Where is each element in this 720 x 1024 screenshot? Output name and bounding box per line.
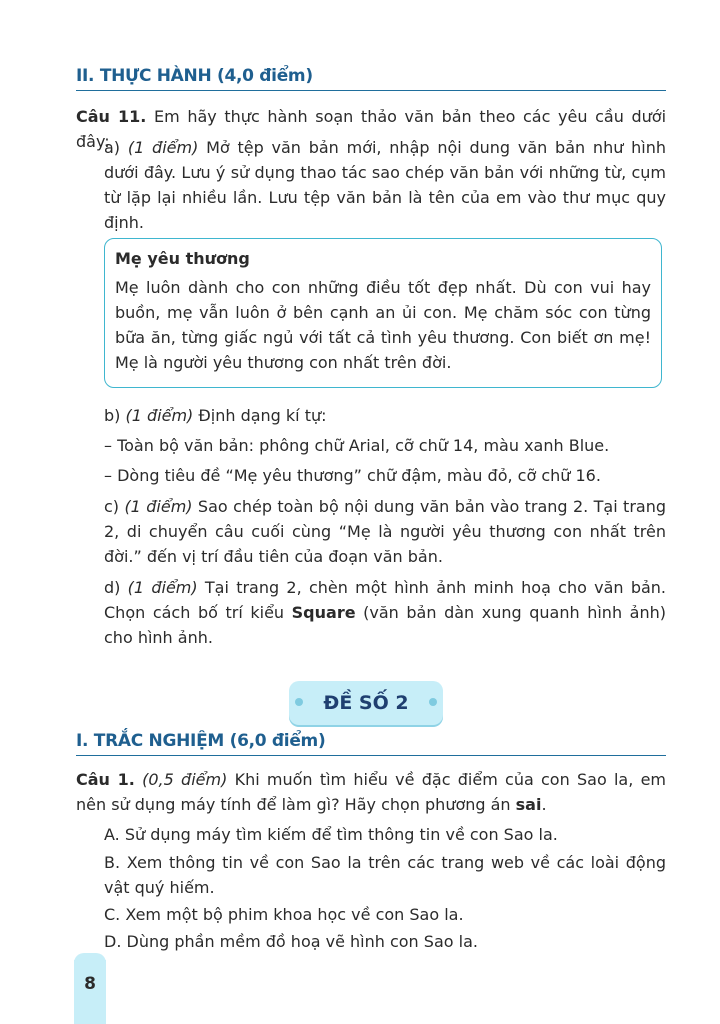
part-c-text: Sao chép toàn bộ nội dung văn bản vào trang 2. Tại trang 2, di chuyển câu cuối cùng “Mẹ là người yêu thương con nhất trên đời.” đến vị trí đầu tiên của đoạn văn bản. [104, 497, 667, 566]
question-11-part-a [104, 135, 666, 235]
part-d-text-2: (văn bản dàn xung quanh hình ảnh) cho hình ảnh. [104, 603, 666, 647]
question-11-text: Em hãy thực hành soạn thảo văn bản theo các yêu cầu dưới đây: [76, 107, 667, 151]
sample-text-body: Mẹ luôn dành cho con những điều tốt đẹp nhất. Dù con vui hay buồn, mẹ vẫn luôn ở bên cạnh an ủi con. Mẹ chăm sóc con từng bữa ăn, từng giấc ngủ với tất cả tình yêu thương. Con biết ơn mẹ! Mẹ là người yêu thương con nhất trên đời. [115, 278, 651, 372]
part-d-text-1: Tại trang 2, chèn một hình ảnh minh hoạ cho văn bản. Chọn cách bố trí kiểu [104, 578, 667, 622]
part-d-prefix: d) [104, 578, 128, 597]
section-heading-practice: II. THỰC HÀNH (4,0 điểm) [76, 66, 666, 91]
part-c-prefix: c) [104, 497, 125, 516]
question-1-label: Câu 1. [76, 770, 135, 789]
exam-number-label: ĐỀ SỐ 2 [323, 692, 409, 714]
option-b: B. Xem thông tin về con Sao la trên các trang web về các loài động vật quý hiếm. [104, 853, 666, 897]
part-b-dash-1: – Toàn bộ văn bản: phông chữ Arial, cỡ chữ 14, màu xanh Blue. [104, 436, 610, 455]
exam-number-badge [289, 681, 443, 725]
part-c-points: (1 điểm) [124, 497, 193, 516]
section-heading-multiple-choice: I. TRẮC NGHIỆM (6,0 điểm) [76, 731, 666, 756]
page-number: 8 [84, 974, 96, 994]
question-1-text-1: Khi muốn tìm hiểu về đặc điểm của con Sao la, em nên sử dụng máy tính để làm gì? Hãy chọn phương án [76, 770, 666, 814]
question-11-label: Câu 11. [76, 107, 147, 126]
part-d-bold: Square [291, 603, 356, 622]
question-11-part-c [104, 494, 666, 569]
question-11-part-b [104, 403, 666, 428]
part-a-text: Mở tệp văn bản mới, nhập nội dung văn bản như hình dưới đây. Lưu ý sử dụng thao tác sao chép văn bản với những từ, cụm từ lặp lại nhiều lần. Lưu tệp văn bản là tên của em vào thư mục quy định. [104, 138, 666, 232]
question-1 [76, 767, 666, 817]
question-11-part-d [104, 575, 666, 650]
sample-text-title: Mẹ yêu thương [115, 249, 250, 268]
part-b-prefix: b) [104, 406, 126, 425]
option-d: D. Dùng phần mềm đồ hoạ vẽ hình con Sao la. [104, 932, 478, 951]
sample-text-box [104, 238, 662, 388]
question-1-bold: sai [515, 795, 542, 814]
part-b-points: (1 điểm) [125, 406, 194, 425]
part-d-points: (1 điểm) [127, 578, 198, 597]
option-a: A. Sử dụng máy tìm kiếm để tìm thông tin về con Sao la. [104, 825, 558, 844]
part-a-points: (1 điểm) [127, 138, 199, 157]
part-a-prefix: a) [104, 138, 128, 157]
option-c: C. Xem một bộ phim khoa học về con Sao la. [104, 905, 464, 924]
part-b-text: Định dạng kí tự: [193, 406, 327, 425]
part-b-dash-2: – Dòng tiêu đề “Mẹ yêu thương” chữ đậm, màu đỏ, cỡ chữ 16. [104, 466, 601, 485]
question-1-text-2: . [541, 795, 547, 814]
question-1-points: (0,5 điểm) [142, 770, 228, 789]
